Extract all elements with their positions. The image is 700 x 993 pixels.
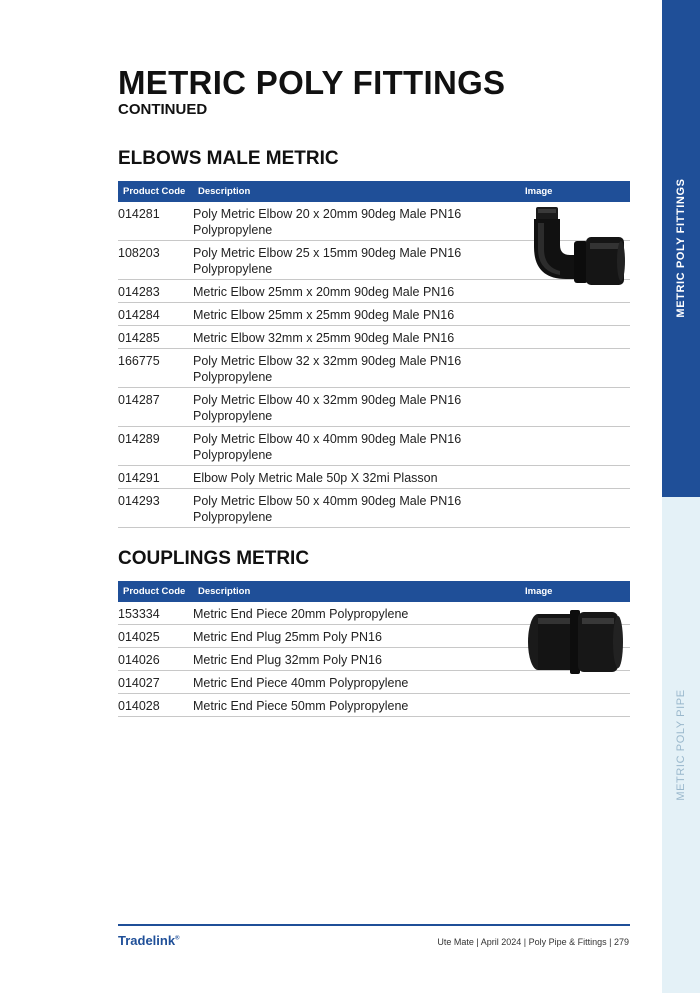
product-code: 014289 bbox=[118, 432, 160, 446]
product-description: Poly Metric Elbow 50 x 40mm 90deg Male PN16 Polypropylene bbox=[193, 494, 462, 524]
tradelink-logo: Tradelink® bbox=[118, 933, 180, 948]
product-code: 014284 bbox=[118, 308, 160, 322]
table-row bbox=[118, 388, 630, 427]
section-title-elbows: ELBOWS MALE METRIC bbox=[118, 148, 339, 169]
product-description: Poly Metric Elbow 32 x 32mm 90deg Male PN16 Polypropylene bbox=[193, 354, 462, 384]
end-cap-fitting-photo-icon bbox=[524, 606, 624, 678]
page-title: METRIC POLY FITTINGS bbox=[118, 64, 506, 101]
product-description: Metric Elbow 25mm x 25mm 90deg Male PN16 bbox=[193, 308, 455, 322]
table-header bbox=[118, 581, 630, 602]
product-description: Poly Metric Elbow 20 x 20mm 90deg Male PN16 Polypropylene bbox=[193, 207, 462, 237]
product-code: 108203 bbox=[118, 246, 160, 260]
product-code: 014027 bbox=[118, 676, 160, 690]
product-code: 014025 bbox=[118, 630, 160, 644]
product-description: Metric End Plug 32mm Poly PN16 bbox=[193, 653, 382, 667]
footer-page-info: Ute Mate | April 2024 | Poly Pipe & Fittings | 279 bbox=[437, 937, 629, 947]
table-row bbox=[118, 349, 630, 388]
side-tab-label-active: METRIC POLY FITTINGS bbox=[675, 178, 687, 318]
header-product-code: Product Code bbox=[123, 586, 186, 597]
table-row bbox=[118, 326, 630, 349]
product-description: Metric End Plug 25mm Poly PN16 bbox=[193, 630, 382, 644]
header-description: Description bbox=[198, 586, 251, 597]
product-description: Poly Metric Elbow 40 x 32mm 90deg Male PN16 Polypropylene bbox=[193, 393, 462, 423]
product-code: 166775 bbox=[118, 354, 160, 368]
product-code: 014293 bbox=[118, 494, 160, 508]
product-code: 014285 bbox=[118, 331, 160, 345]
product-description: Poly Metric Elbow 25 x 15mm 90deg Male PN16 Polypropylene bbox=[193, 246, 462, 276]
product-code: 014028 bbox=[118, 699, 160, 713]
footer-rule bbox=[118, 924, 630, 926]
product-description: Poly Metric Elbow 40 x 40mm 90deg Male PN16 Polypropylene bbox=[193, 432, 462, 462]
product-code: 014283 bbox=[118, 285, 160, 299]
page-subtitle: CONTINUED bbox=[118, 101, 208, 118]
side-tab-label-inactive: METRIC POLY PIPE bbox=[675, 689, 687, 801]
header-image: Image bbox=[525, 586, 553, 597]
product-description: Metric End Piece 20mm Polypropylene bbox=[193, 607, 409, 621]
product-description: Metric End Piece 40mm Polypropylene bbox=[193, 676, 409, 690]
product-description: Metric Elbow 32mm x 25mm 90deg Male PN16 bbox=[193, 331, 455, 345]
header-product-code: Product Code bbox=[123, 186, 186, 197]
product-description: Metric Elbow 25mm x 20mm 90deg Male PN16 bbox=[193, 285, 455, 299]
product-description: Metric End Piece 50mm Polypropylene bbox=[193, 699, 409, 713]
product-description: Elbow Poly Metric Male 50p X 32mi Plasson bbox=[193, 471, 438, 485]
product-code: 014026 bbox=[118, 653, 160, 667]
table-row bbox=[118, 466, 630, 489]
table-row bbox=[118, 694, 630, 717]
section-title-couplings: COUPLINGS METRIC bbox=[118, 548, 310, 569]
table-row bbox=[118, 303, 630, 326]
product-code: 014281 bbox=[118, 207, 160, 221]
table-row bbox=[118, 427, 630, 466]
product-code: 014287 bbox=[118, 393, 160, 407]
table-row bbox=[118, 489, 630, 528]
table-header bbox=[118, 181, 630, 202]
header-image: Image bbox=[525, 186, 553, 197]
header-description: Description bbox=[198, 186, 251, 197]
elbow-fitting-photo-icon bbox=[518, 205, 628, 285]
product-code: 153334 bbox=[118, 607, 160, 621]
product-code: 014291 bbox=[118, 471, 160, 485]
